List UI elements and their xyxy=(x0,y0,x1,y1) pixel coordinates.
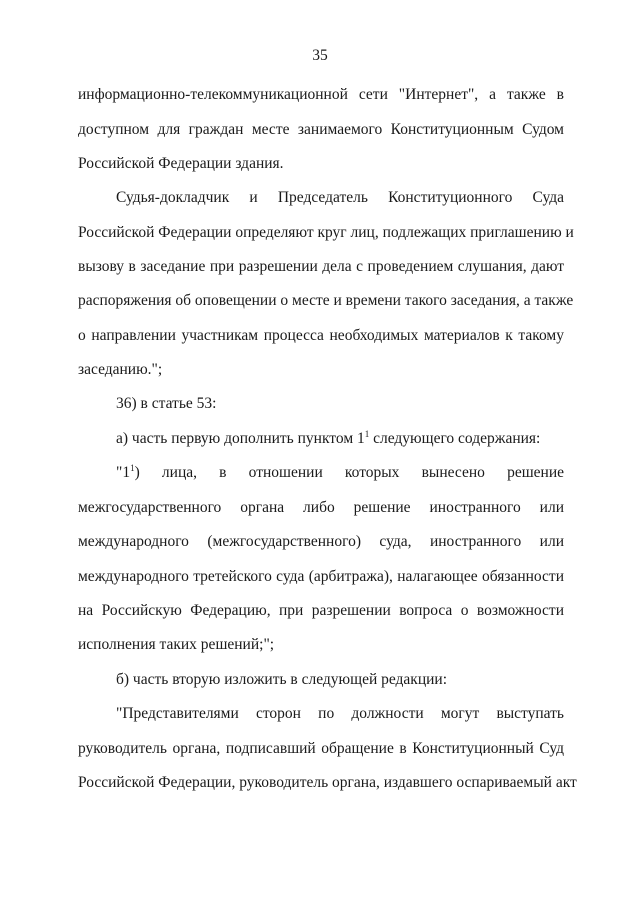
text-line: Судья-докладчик и Председатель Конституционного Суда xyxy=(116,189,564,206)
superscript: 1 xyxy=(364,429,370,439)
page-number: 35 xyxy=(312,47,328,64)
text-line: руководитель органа, подписавший обращение в Конституционный Суд xyxy=(78,740,564,757)
text-run: а) часть первую дополнить пунктом 1 xyxy=(116,430,365,447)
text-line: вызову в заседание при разрешении дела с проведением слушания, дают xyxy=(78,258,564,275)
text-line: Российской Федерации здания. xyxy=(78,155,284,172)
text-line: о направлении участникам процесса необходимых материалов к такому xyxy=(78,327,564,344)
text-line: "Представителями сторон по должности могут выступать xyxy=(116,705,564,722)
text-line: Российской Федерации определяют круг лиц, подлежащих приглашению и xyxy=(78,224,574,241)
text-line: международного (межгосударственного) суда, иностранного или xyxy=(78,533,564,550)
text-run: ) лица, в отношении которых вынесено решение xyxy=(134,464,564,481)
text-line: заседанию."; xyxy=(78,361,163,378)
text-run: следующего содержания: xyxy=(369,430,541,447)
superscript: 1 xyxy=(130,463,135,473)
text-line xyxy=(116,464,564,482)
text-line: Российской Федерации, руководитель органа, издавшего оспариваемый акт xyxy=(78,774,577,791)
text-line: распоряжения об оповещении о месте и времени такого заседания, а также xyxy=(78,292,574,309)
text-line: 36) в статье 53: xyxy=(116,395,217,412)
text-line: доступном для граждан месте занимаемого Конституционным Судом xyxy=(78,121,564,138)
text-line: на Российскую Федерацию, при разрешении вопроса о возможности xyxy=(78,602,564,619)
text-line: межгосударственного органа либо решение иностранного или xyxy=(78,499,564,516)
text-run: "1 xyxy=(116,464,131,481)
text-line: исполнения таких решений;"; xyxy=(78,636,275,653)
text-line xyxy=(116,430,564,448)
text-line: международного третейского суда (арбитража), налагающее обязанности xyxy=(78,568,564,585)
text-line: б) часть вторую изложить в следующей редакции: xyxy=(116,671,448,688)
text-line: информационно-телекоммуникационной сети "Интернет", а также в xyxy=(78,86,564,103)
